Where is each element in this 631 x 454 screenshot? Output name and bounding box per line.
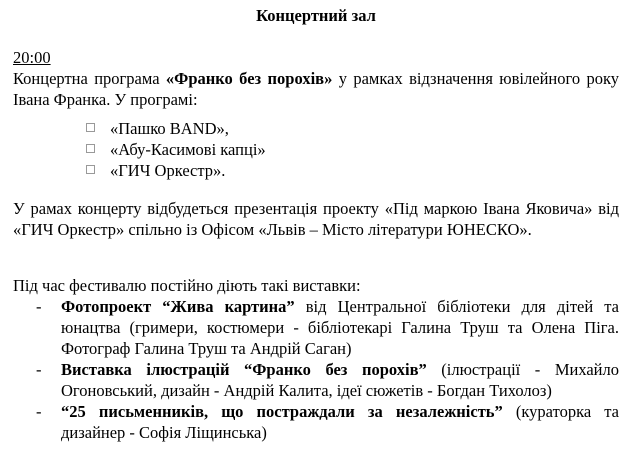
exhibition-description: (кураторка та дизайнер - Софія Ліщинська) (61, 402, 619, 442)
checkbox-bullet-icon (86, 165, 95, 174)
program-name: «Франко без порохів» (165, 69, 333, 88)
presentation-paragraph: У рамах концерту відбудеться презентація проекту «Під маркою Івана Яковича» від «ГИЧ Оркестр» спільно із Офісом «Львів – Місто літератури ЮНЕСКО». (13, 199, 619, 239)
list-item (13, 160, 619, 181)
performer-name: «Пашко BAND», (110, 119, 229, 138)
dash-marker: - (36, 402, 42, 421)
exhibition-description: від Центральної бібліотеки для дітей та юнацтва (гримери, костюмери - бібліотекарі Галина Труш та Олена Піга. Фотограф Галина Труш та Андрій Саган) (61, 297, 619, 358)
exhibitions-intro: Під час фестивалю постійно діють такі виставки: (13, 276, 361, 295)
document-page (13, 0, 619, 443)
performer-name: «Абу-Касимові капці» (110, 140, 266, 159)
dash-marker: - (36, 297, 42, 316)
intro-text-after: у рамках відзначення ювілейного року Івана Франка. У програмі: (13, 69, 619, 109)
checkbox-bullet-icon (86, 123, 95, 132)
list-item (13, 401, 619, 443)
intro-text-before: Концертна програма (13, 69, 166, 88)
exhibition-title: Фотопроект “Жива картина” (61, 297, 295, 316)
performer-name: «ГИЧ Оркестр». (110, 161, 226, 180)
checkbox-bullet-icon (86, 144, 95, 153)
event-time: 20:00 (13, 48, 51, 67)
intro-paragraph (13, 68, 619, 110)
exhibition-description: (ілюстрації - Михайло Огоновський, дизайн - Андрій Калита, ідеї сюжетів - Богдан Тихолоз) (61, 360, 619, 400)
exhibition-list (13, 296, 619, 443)
performer-list (13, 118, 619, 181)
list-item (13, 359, 619, 401)
page-title: Концертний зал (256, 6, 376, 25)
list-item (13, 296, 619, 359)
dash-marker: - (36, 360, 42, 379)
exhibition-title: “25 письменників, що постраждали за незалежність” (61, 402, 503, 421)
exhibition-title: Виставка ілюстрацій “Франко без порохів” (61, 360, 427, 379)
list-item (13, 118, 619, 139)
list-item (13, 139, 619, 160)
